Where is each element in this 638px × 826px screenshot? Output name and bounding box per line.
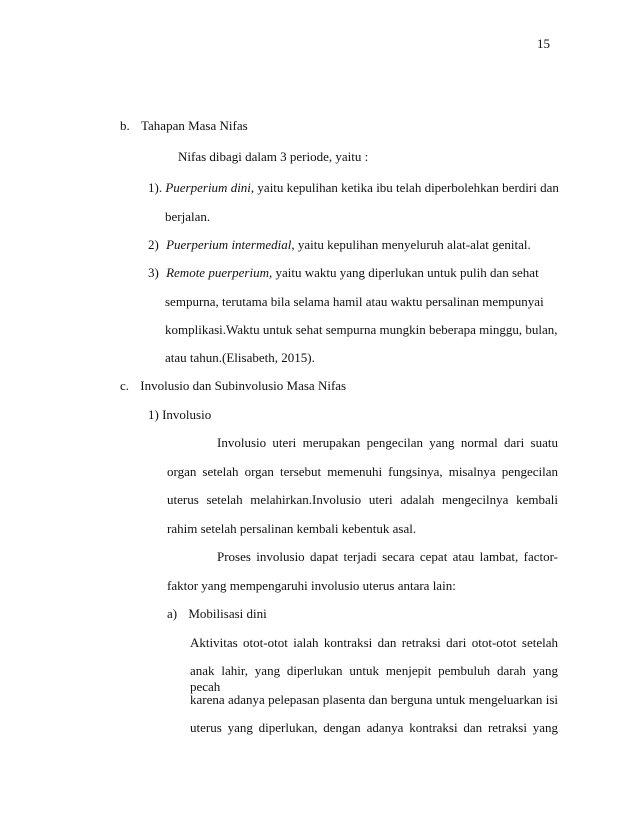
section-c-title: Involusio dan Subinvolusio Masa Nifas [140,378,347,393]
item-a-line-2: anak lahir, yang diperlukan untuk menjepit pembuluh darah yang pecah [190,663,558,694]
list-item-1-continuation: berjalan. [165,209,211,224]
paragraph-2-line-2: faktor yang mempengaruhi involusio uterus antara lain: [167,578,456,593]
list-item-3 [148,265,539,281]
section-c-marker: c. [120,378,130,393]
paragraph-2-line-1: Proses involusio dapat terjadi secara cepat atau lambat, factor- [217,549,558,564]
list-item-3-continuation-3: atau tahun.(Elisabeth, 2015). [165,350,315,365]
section-b-marker: b. [120,118,130,133]
list-item-1-number: 1). [148,180,163,195]
list-item-1 [148,180,559,196]
list-item-2-term: Puerperium intermedial [166,237,292,252]
list-item-2-number: 2) [148,237,159,252]
section-b-intro: Nifas dibagi dalam 3 periode, yaitu : [178,149,369,164]
item-a-marker: a) [167,606,178,621]
item-a-heading [167,606,267,622]
section-b-heading [120,118,248,134]
paragraph-1-line-3: uterus setelah melahirkan.Involusio uteri adalah mengecilnya kembali [167,492,558,507]
item-a-line-4: uterus yang diperlukan, dengan adanya kontraksi dan retraksi yang [190,720,558,735]
section-b-title: Tahapan Masa Nifas [141,118,248,133]
list-item-3-continuation-2: komplikasi.Waktu untuk sehat sempurna mungkin beberapa minggu, bulan, [165,322,558,337]
subsection-involusio-heading: 1) Involusio [148,407,212,422]
list-item-1-text: , yaitu kepulihan ketika ibu telah diperbolehkan berdiri dan [250,180,559,195]
item-a-title: Mobilisasi dini [188,606,267,621]
list-item-1-term: Puerperium dini [165,180,251,195]
list-item-3-term: Remote puerperium [166,265,269,280]
list-item-3-number: 3) [148,265,159,280]
list-item-3-text: , yaitu waktu yang diperlukan untuk pulih dan sehat [268,265,539,280]
paragraph-1-line-2: organ setelah organ tersebut memenuhi fungsinya, misalnya pengecilan [167,464,558,479]
section-c-heading [120,378,346,394]
item-a-line-3: karena adanya pelepasan plasenta dan berguna untuk mengeluarkan isi [190,692,558,707]
page-number: 15 [537,36,550,51]
list-item-2 [148,237,531,253]
item-a-line-1: Aktivitas otot-otot ialah kontraksi dan retraksi dari otot-otot setelah [190,635,558,650]
paragraph-1-line-1: Involusio uteri merupakan pengecilan yang normal dari suatu [217,435,558,450]
list-item-3-continuation-1: sempurna, terutama bila selama hamil atau waktu persalinan mempunyai [165,294,544,309]
paragraph-1-line-4: rahim setelah persalinan kembali kebentuk asal. [167,521,417,536]
list-item-2-text: , yaitu kepulihan menyeluruh alat-alat genital. [291,237,531,252]
